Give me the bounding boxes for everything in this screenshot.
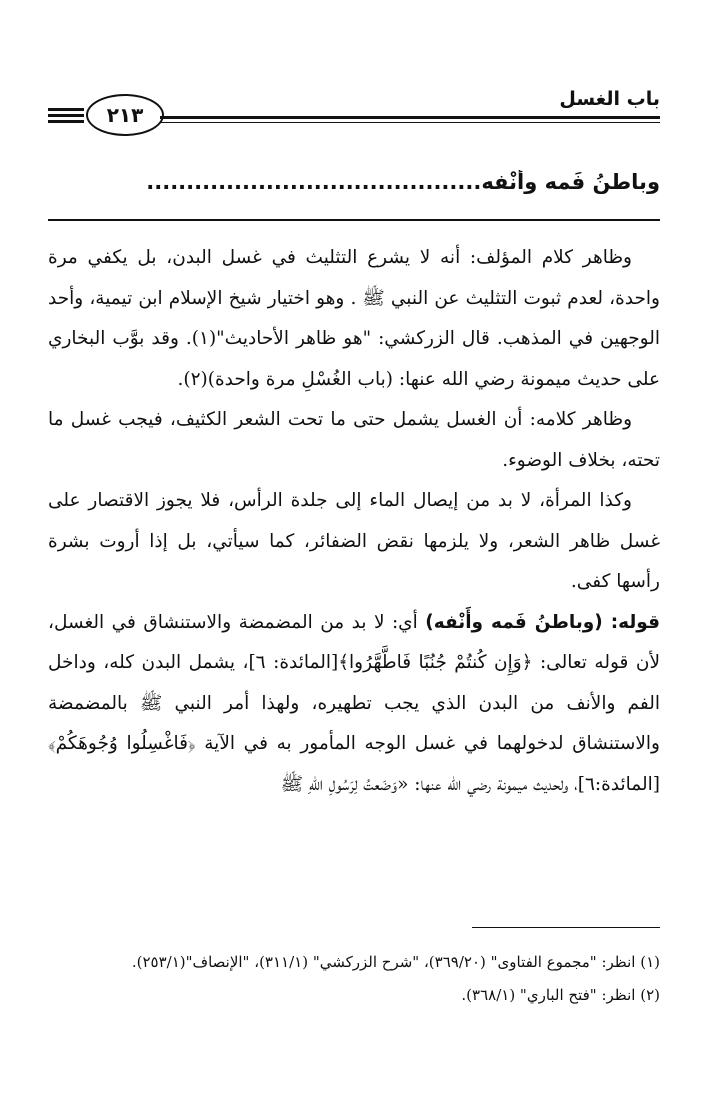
header-rule-thin bbox=[160, 122, 660, 123]
page-number-text: ٢١٣ bbox=[106, 103, 144, 127]
paragraph: وكذا المرأة، لا بد من إيصال الماء إلى جلدة الرأس، فلا يجوز الاقتصار على غسل ظاهر الشعر، ولا يلزمها نقض الضفائر، كما سيأتي، بل إذا أروت بشرة رأسها كفى. bbox=[48, 490, 660, 592]
header-rule-left bbox=[48, 108, 84, 111]
paragraph: وظاهر كلامه: أن الغسل يشمل حتى ما تحت الشعر الكثيف، فيجب غسل ما تحته، بخلاف الوضوء. bbox=[48, 409, 660, 471]
quote-label: قوله: (وباطنُ فَمه وأَنْفه) bbox=[425, 611, 661, 633]
header-rule bbox=[160, 116, 660, 119]
footnote-divider bbox=[472, 927, 660, 928]
footnotes bbox=[48, 946, 660, 1012]
chapter-title: باب الغسل bbox=[559, 88, 660, 110]
header-rule-left bbox=[48, 114, 84, 117]
paragraph bbox=[48, 603, 660, 806]
page-number bbox=[86, 94, 164, 136]
matn-divider bbox=[48, 219, 660, 221]
footnote: (٢) انظر: "فتح الباري" (٣٦٨/١). bbox=[461, 986, 660, 1004]
paragraph-text: أي: لا بد من المضمضة والاستنشاق في الغسل، لأن قوله تعالى: ﴿وَإِن كُنتُمْ جُنُبًا فَاطَّهَّرُوا﴾[المائدة: ٦]، يشمل البدن كله، وداخل الفم والأنف من البدن الذي يجب تطهيره، ولهذا أمر النبي ﷺ بالمضمضة والاستنشاق لدخولهما في غسل الوجه المأمور به في الآية ﴿فَاغْسِلُوا وُجُوهَكُمْ﴾ [المائدة:٦]، ولحديث ميمونة رضي الله عنها: «وَضَعتُ لِرَسُولِ اللهِ ﷺ bbox=[48, 611, 660, 795]
paragraph: وظاهر كلام المؤلف: أنه لا يشرع التثليث في غسل البدن، بل يكفي مرة واحدة، لعدم ثبوت التثليث عن النبي ﷺ . وهو اختيار شيخ الإسلام ابن تيمية، وأحد الوجهين في المذهب. قال الزركشي: "هو ظاهر الأحاديث"(١). وقد بوَّب البخاري على حديث ميمونة رضي الله عنها: (باب الغُسْلِ مرة واحدة)(٢). bbox=[48, 247, 660, 390]
header-rule-left bbox=[48, 120, 84, 123]
body-text bbox=[48, 238, 660, 805]
footnote: (١) انظر: "مجموع الفتاوى" (٣٦٩/٢٠)، "شرح الزركشي" (٣١١/١)، "الإنصاف"(٢٥٣/١). bbox=[131, 953, 660, 971]
matn-heading: وباطنُ فَمه وأَنْفه.......................................... bbox=[146, 170, 660, 194]
